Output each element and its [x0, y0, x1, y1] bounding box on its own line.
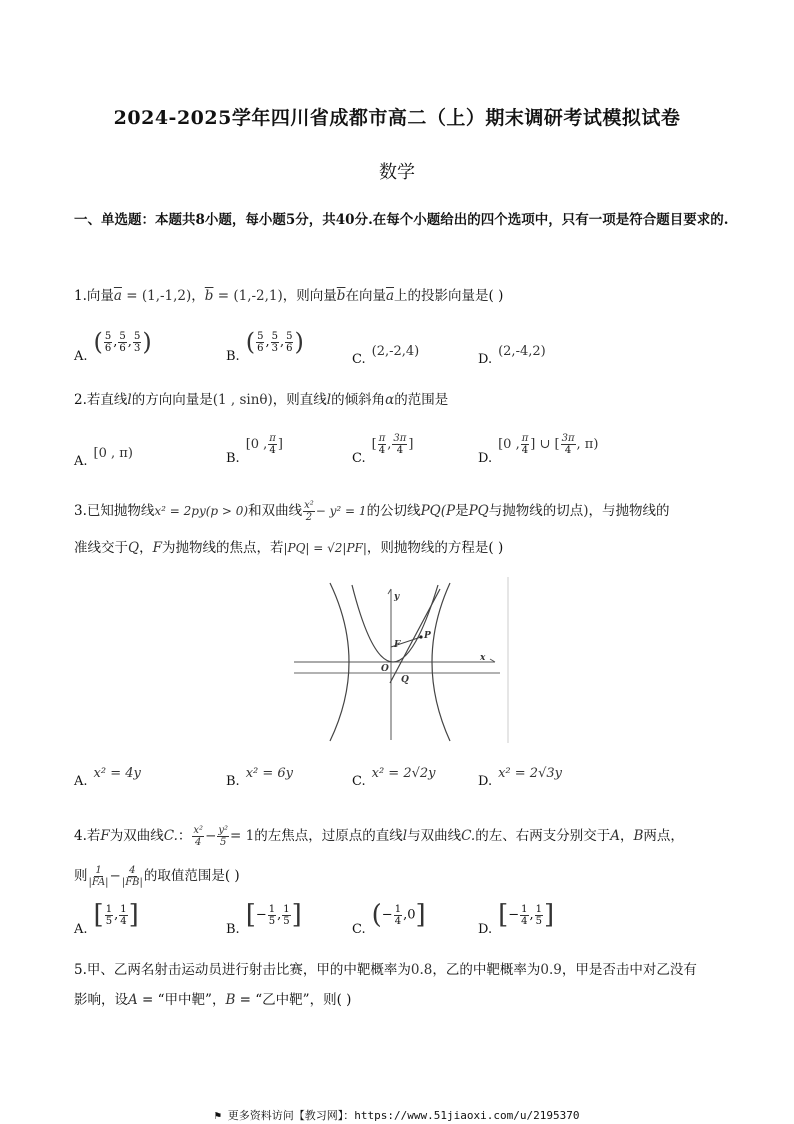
frac-den: 6: [119, 342, 126, 354]
math-expr: |PQ| = √2|PF|: [283, 541, 367, 555]
q2-option-c[interactable]: [352, 433, 413, 466]
q2-option-d[interactable]: [478, 433, 598, 466]
option-value: , π): [576, 437, 599, 452]
q2-option-b[interactable]: [226, 433, 283, 466]
option-value: [0 , π): [93, 446, 133, 461]
frac-num: x²: [193, 825, 204, 836]
math-var: l: [127, 392, 132, 408]
vector-a-value: = (1,-1,2): [121, 288, 192, 304]
q-text: ，则向量: [282, 288, 337, 304]
math-expr: PQ: [468, 503, 489, 519]
vector-a: $\overline{a}$: [113, 288, 122, 304]
option-label: A.: [74, 921, 88, 937]
frac-num: 1: [120, 903, 127, 915]
page-title: 2024-2025学年四川省成都市高二（上）期末调研考试模拟试卷: [113, 107, 681, 129]
frac-num: 1: [521, 903, 528, 915]
vector-b-value: = (1,-2,1): [213, 288, 283, 304]
option-label: C.: [352, 451, 366, 466]
footer-text: 更多资料访问【教习网】：https://www.51jiaoxi.com/u/2195370: [227, 1109, 580, 1122]
q-text: 的左、右两支分别交于: [475, 828, 611, 844]
option-label: B.: [226, 921, 240, 937]
math-value: 0.9: [540, 962, 562, 978]
label-x: x: [480, 653, 486, 663]
question-number: 5.: [74, 962, 87, 978]
math-var: B: [225, 992, 236, 1008]
frac-den: |FB|: [121, 877, 143, 888]
frac-den: 6: [286, 342, 293, 354]
frac-num: 1: [283, 903, 290, 915]
frac-num: π: [521, 433, 529, 444]
label-f: F: [394, 640, 401, 650]
option-label: A.: [74, 348, 88, 364]
q-text: 两点，: [643, 828, 684, 844]
frac-den: 6: [104, 342, 112, 354]
math-expr: x² = 2py(p > 0): [154, 504, 249, 518]
q-text: 的范围是: [394, 392, 449, 408]
frac-den: 3: [271, 342, 278, 354]
frac-num: 4: [129, 865, 136, 876]
frac-den: 5: [535, 915, 543, 927]
math-var: C.: [163, 828, 178, 844]
q3-option-a[interactable]: [74, 766, 141, 789]
q-text: 与双曲线: [407, 828, 462, 844]
frac-num: 3π: [393, 433, 407, 444]
question-5: [74, 956, 754, 984]
question-4-line2: [74, 858, 734, 894]
q-text: = “乙中靶”，则( ): [235, 992, 352, 1008]
q-text: 上的投影向量是( ): [394, 288, 504, 304]
q-text: ，: [191, 288, 205, 304]
math-value: 0.8: [410, 962, 433, 978]
option-value: (2,-4,2): [498, 344, 546, 359]
option-value: [0 ,: [498, 437, 520, 452]
vector-b: $\overline{b}$: [204, 288, 214, 304]
option-value: ]: [408, 437, 414, 452]
math-var: α: [385, 392, 395, 408]
math-op: ,: [277, 907, 282, 923]
option-label: C.: [352, 921, 366, 937]
vector-b: $\overline{b}$: [336, 288, 346, 304]
math-var: B: [633, 828, 644, 844]
q-text: 的左焦点，过原点的直线: [254, 828, 403, 844]
question-2: [74, 386, 734, 414]
parabola-hyperbola-figure: [290, 575, 510, 745]
option-value: ]: [277, 437, 283, 452]
option-value: x² = 2√2y: [371, 766, 436, 781]
frac-den: 4: [120, 915, 127, 927]
q2-option-a[interactable]: [74, 446, 133, 469]
frac-num: 5: [119, 330, 126, 342]
option-label: D.: [478, 774, 493, 789]
option-label: D.: [478, 451, 493, 466]
q-text: ，与抛物线的: [588, 503, 670, 519]
q-text: 甲、乙两名射击运动员进行射击比赛，甲的中靶概率为: [86, 962, 411, 978]
option-label: A.: [74, 454, 88, 469]
option-value: [0 ,: [245, 437, 268, 452]
math-op: 0: [407, 907, 416, 923]
math-op: −: [508, 907, 520, 923]
frac-num: 5: [286, 330, 293, 342]
option-label: B.: [226, 774, 240, 789]
frac-num: 5: [271, 330, 278, 342]
q-text: 已知抛物线: [86, 503, 155, 519]
question-number: 3.: [74, 503, 87, 519]
flag-icon: ⚑: [214, 1109, 228, 1122]
q-text: 准线交于: [74, 540, 128, 556]
q-text: = “甲中靶”，: [137, 992, 226, 1008]
frac-num: 5: [104, 330, 112, 342]
q-text: ，则直线: [272, 392, 327, 408]
q1-option-b[interactable]: B. ( $\frac{5}{6}$ , $\frac{5}{3}$ , $\frac{5}{6}$ ): [226, 328, 304, 364]
frac-den: 5: [105, 915, 113, 927]
math-expr: ): [583, 503, 589, 519]
frac-den: 2: [305, 512, 313, 523]
option-label: D.: [478, 921, 493, 937]
label-y: y: [394, 592, 400, 602]
frac-num: 1: [95, 865, 102, 876]
section-heading: 一、单选题：本题共8小题，每小题5分，共40分.在每个小题给出的四个选项中，只有一项是符合题目要求的.: [74, 212, 729, 228]
footer-link[interactable]: [0, 1107, 794, 1123]
math-var: C.: [461, 828, 476, 844]
q3-option-c[interactable]: [352, 766, 436, 789]
math-var: F: [152, 540, 162, 556]
frac-den: 4: [564, 445, 572, 456]
q-text: ，甲是否击中对乙没有: [561, 962, 697, 978]
q-text: 是: [455, 503, 469, 519]
subject-title: 数学: [379, 162, 415, 183]
math-op: ,: [529, 907, 534, 923]
label-o: O: [381, 664, 389, 674]
frac-num: 3π: [561, 433, 575, 444]
frac-den: 4: [521, 915, 528, 927]
q-text: 在向量: [345, 288, 386, 304]
q-text: 为抛物线的焦点，若: [161, 540, 284, 556]
option-label: C.: [352, 774, 366, 789]
math-var: l: [326, 392, 332, 408]
math-expr: − y² = 1: [315, 504, 367, 518]
math-expr: PQ(P: [420, 503, 456, 519]
frac-num: 1: [535, 903, 543, 915]
frac-num: π: [269, 433, 276, 444]
frac-den: 4: [521, 445, 529, 456]
math-var: F: [100, 828, 110, 844]
q-text: 的公切线: [366, 503, 421, 519]
question-4: [74, 818, 754, 854]
question-number: 2.: [74, 392, 87, 408]
option-value: ,: [387, 437, 392, 452]
frac-num: y²: [218, 825, 229, 836]
q-text: 的取值范围是( ): [143, 868, 240, 884]
frac-num: 5: [257, 330, 264, 342]
q-text: ：: [177, 828, 192, 844]
math-expr: (1 , sinθ): [212, 392, 273, 408]
math-op: −: [255, 907, 267, 923]
question-3: [74, 494, 754, 528]
math-op: −: [109, 868, 121, 884]
q-text: 若: [86, 828, 101, 844]
option-label: B.: [226, 348, 240, 364]
option-value: x² = 2√3y: [498, 766, 562, 781]
math-var: A: [610, 828, 620, 844]
q-text: 和双曲线: [248, 503, 303, 519]
q-text: ，则抛物线的方程是( ): [366, 540, 504, 556]
q4-option-c[interactable]: C. (− $\frac{1}{4}$ ,0]: [352, 900, 426, 937]
q4-option-a[interactable]: A. [ $\frac{1}{5}$ , $\frac{1}{4}$ ]: [74, 900, 139, 937]
frac-num: 1: [394, 903, 402, 915]
q4-option-b[interactable]: B. [− $\frac{1}{5}$ , $\frac{1}{5}$ ]: [226, 900, 302, 937]
math-var: Q: [128, 540, 140, 556]
q-text: ，乙的中靶概率为: [432, 962, 541, 978]
label-p: P: [424, 631, 431, 641]
math-expr: = 1: [230, 828, 255, 844]
q-text: 影响，设: [74, 992, 128, 1008]
q-text: 的方向向量是: [131, 392, 213, 408]
option-value: ] ∪ [: [530, 437, 560, 452]
frac-den: 4: [396, 445, 404, 456]
math-op: −: [381, 907, 393, 923]
label-q: Q: [401, 675, 409, 685]
q3-option-b[interactable]: [226, 766, 293, 789]
frac-num: x²: [304, 500, 314, 511]
frac-den: 5: [268, 915, 276, 927]
option-label: A.: [74, 774, 88, 789]
q3-option-d[interactable]: [478, 766, 562, 789]
q-text: ，: [619, 828, 634, 844]
question-number: 4.: [74, 828, 87, 844]
q-text: 向量: [86, 288, 114, 304]
question-1: [74, 282, 734, 310]
q-text: 则: [74, 868, 88, 884]
q-text: 为双曲线: [109, 828, 164, 844]
frac-den: 4: [378, 445, 386, 456]
option-value: (2,-2,4): [371, 344, 420, 359]
option-value: [: [371, 437, 377, 452]
math-var: A: [128, 992, 138, 1008]
frac-den: |FA|: [88, 877, 109, 888]
q-text: 与抛物线的切点: [488, 503, 584, 519]
q1-option-a[interactable]: A. ( $\frac{5}{6}$ , $\frac{5}{6}$ , $\frac{5}{3}$ ): [74, 328, 152, 364]
math-op: ,: [114, 907, 119, 923]
q4-option-d[interactable]: D. [− $\frac{1}{4}$ , $\frac{1}{5}$ ]: [478, 900, 555, 937]
frac-den: 4: [394, 915, 402, 927]
vector-a: $\overline{a}$: [385, 288, 395, 304]
question-5-line2: [74, 986, 734, 1014]
option-value: x² = 4y: [93, 766, 141, 781]
q-text: 若直线: [86, 392, 128, 408]
frac-den: 5: [220, 837, 227, 848]
frac-num: 1: [268, 903, 276, 915]
option-value: x² = 6y: [245, 766, 294, 781]
q-text: ，: [139, 540, 153, 556]
math-op: ,: [403, 907, 408, 923]
q-text: 的倾斜角: [331, 392, 386, 408]
question-number: 1.: [74, 288, 87, 304]
q1-option-d[interactable]: [478, 344, 546, 367]
math-op: −: [205, 828, 217, 844]
frac-den: 6: [257, 342, 264, 354]
frac-den: 4: [269, 445, 276, 456]
frac-num: 1: [105, 903, 113, 915]
point-p-dot: [419, 635, 422, 638]
math-var: l: [402, 828, 408, 844]
q1-option-c[interactable]: [352, 344, 419, 367]
frac-num: π: [378, 433, 386, 444]
option-label: C.: [352, 352, 366, 367]
frac-den: 3: [133, 342, 141, 354]
option-label: B.: [226, 451, 240, 466]
frac-den: 4: [195, 837, 202, 848]
frac-num: 5: [133, 330, 141, 342]
frac-den: 5: [283, 915, 290, 927]
option-label: D.: [478, 352, 493, 367]
question-3-line2: [74, 534, 734, 562]
